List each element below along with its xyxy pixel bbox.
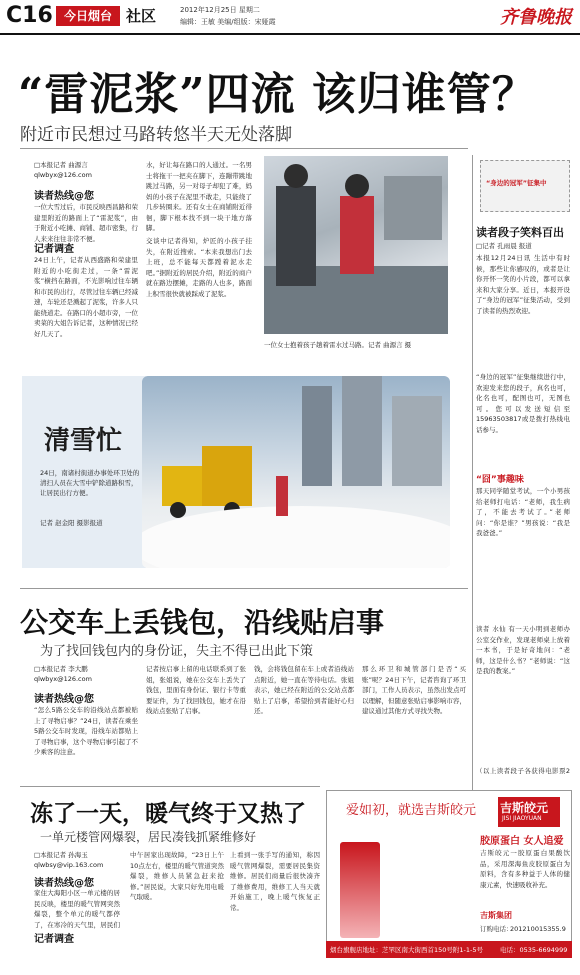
story2-section-a: 读者热线@您 — [34, 694, 94, 705]
story1-email: qlwbyx@126.com — [34, 171, 92, 179]
right-text2: “身边的冠军”征集继续进行中，欢迎发来您的段子，真名也可，化名也可，配图也可，无图也可。您可以发送短信至15963503817或是拨打热线电话参与。 — [476, 373, 570, 434]
issue-date: 2012年12月25日 星期二 — [180, 6, 260, 14]
story1-col1: 一位大雪过后，市民反映西昌路和荣建里附近的路面上了“雷泥浆”，由于附近小吃摊、商铺、超市密集，行人来来往往非常不便。 — [34, 203, 138, 242]
story3-section-a: 读者热线@您 — [34, 878, 94, 889]
ad-tagline: 胶原蛋白 女人追爱 — [480, 836, 564, 847]
right-text4: 读者 水仙 有一天小明到老师办公室交作业，发现老师桌上放着一本书，于是好奇地问：“老师，这是什么书？”老师说：“这是我的教案。” — [476, 625, 570, 675]
story1-headline: “雷泥浆”四流 该归谁管？ — [18, 69, 537, 120]
ad-product-image — [340, 842, 380, 938]
right-title: 读者段子笑料百出 — [476, 226, 564, 239]
story2-subhead: 为了找回钱包内的身份证，失主不得已出此下策 — [40, 644, 314, 659]
ad-phone: 电话：0535-6694999 — [500, 946, 568, 954]
story1-byline: □本报记者 曲源言 — [34, 161, 88, 169]
ad-slogan: 爱如初，就选吉斯皎元 — [346, 803, 477, 818]
newspaper-logo: 齐鲁晚报 — [500, 7, 572, 28]
story3-rule — [20, 786, 320, 787]
story2-col4: 那么环卫和城管部门是否“买账”呢？24日下午，记者咨询了环卫部门，工作人员表示，虽然出发点可以理解，但随意张贴启事影响市容，建议通过其他方式寻找失物。 — [362, 665, 466, 715]
story1-subhead: 附近市民想过马路转悠半天无处落脚 — [20, 125, 292, 145]
story2-byline: □本报记者 李大鹏 — [34, 665, 88, 673]
right-footer: （以上读者段子各获得电影票2 — [476, 767, 570, 775]
ad-address: 烟台旗舰店地址：芝罘区南大街西首150号附1-1-5号 — [330, 946, 484, 954]
sidebar-title: 清雪忙 — [44, 426, 123, 456]
story3-subhead: 一单元楼管网爆裂，居民凑钱抓紧维修好 — [40, 830, 257, 844]
story1-col2b: 交谈中记者得知，炉匠的小孩子挂失，在附近搜索。“本来我想出门去上班，总不能每天都蹚着泥水走吧。”据附近的居民介绍，附近的商户就在路边摆摊，走路的人也多，路面上积雪很快就被踩成了泥浆。 — [146, 237, 252, 298]
story1-col2: 水，好让每在路口的人通过。一名男士将拖干一把夹在脚下，连蹦带跳地跳过马路，另一对母子却犯了难，妈妈的小孩子在泥里不敢走，只能绕了几步转圈来。还有女士在商铺附近徘徊，脚下根本找不到一块干地方落脚。 — [146, 161, 252, 232]
header-rule — [0, 33, 580, 35]
story3-byline: □本报记者 孙海玉 — [34, 851, 88, 859]
story2-col2: 记者按启事上留的电话联系到了张姐，张姐说，她在公交车上丢失了钱包，里面有身份证、银行卡等重要证件，为了找回钱包，她才在沿线站点张贴了启事。 — [146, 665, 246, 715]
sidebar-credit: 记者 赵金阳 摄影报道 — [40, 519, 103, 527]
story1-section-a: 读者热线@您 — [34, 191, 94, 202]
right-box-title: “囧”事趣味 — [476, 475, 524, 485]
story1-photo — [264, 156, 448, 334]
ad-hotline-label: 订购电话： — [480, 925, 513, 933]
section-name: 社区 — [126, 7, 157, 25]
story2-rule — [20, 588, 468, 589]
story1-section-b: 记者调查 — [34, 244, 74, 255]
ad-brand: 吉斯皎元 — [500, 801, 549, 815]
story3-section-b: 记者调查 — [34, 934, 74, 945]
story2-col1: “怎么5路公交车的沿线站点都被贴上了寻物启事？”24日，读者在乘坐5路公交车时发现，沿线车站都贴上了寻物启事，这个寻物启事引起了不少乘客的注意。 — [34, 706, 138, 756]
story3-headline: 冻了一天，暖气终于又热了 — [30, 801, 306, 827]
right-byline: □记者 孔雨晨 报道 — [476, 242, 532, 250]
sidebar-text: 24日，南诸村街道办事处环卫处的清扫人员在大雪中铲除道路积雪，让居民出行方便。 — [40, 469, 140, 497]
story1-caption: 一位女士抱着孩子趟着雷水过马路。记者 曲源言 摄 — [264, 341, 412, 349]
editors-line: 编辑：王敏 美编/组版：宋娅霞 — [180, 18, 276, 26]
story3-col3: 上看到一张手写的通知，称因暖气管网爆裂，需要居民集资维修。居民们商量后很快凑齐了维修费用，维修工人当天就开始施工，晚上暖气恢复正常。 — [230, 851, 320, 912]
story3-col2: 中午居家出现故障，“23日上午10点左右，楼里的暖气管道突然爆裂，维修人员紧急赶来抢修。”居民说，大家只好先用电暖气取暖。 — [130, 851, 224, 901]
right-text1: 本报12月24日讯 生活中有时候，那些让你感叹的，或者是让你开怀一笑的小片段，都可以拿来和大家分享。近日，本报开设了“身边的冠军”征集活动，受到了读者的热烈欢迎。 — [476, 254, 570, 315]
story3-col1: 家住大海阳小区一单元楼的居民反映，楼里的暖气管网突然爆裂，整个单元的暖气都停了，在寒冷的天气里，居民们 — [34, 889, 120, 929]
story1-col1b: 24日上午，记者从西盛路和荣建里附近的小吃街走过，一条“雷泥浆”横挡在路面，不光影响过往车辆和市民的出行，尽管过往车辆已经减速，车轮还是溅起了泥浆，许多人只能绕道走。在路口的小超市旁，一位卖菜的大姐告诉记者，这种情况已经好几天了。 — [34, 256, 138, 338]
section-tag: 今日烟台 — [56, 6, 120, 26]
right-text3: 那天同学随堂考试，一个小男孩给老师打电话：“老师，我生病了，不能去考试了。”老师问：“你是谁？”男孩说：“我是我爸爸。” — [476, 487, 570, 537]
page-number: C16 — [6, 3, 53, 28]
story3-email: qlwbsy@vip.163.com — [34, 861, 104, 869]
promo-text: “身边的冠军”征集中 — [486, 179, 547, 187]
ad-hotline: 201210015355.9 — [510, 925, 566, 933]
story1-rule — [20, 148, 468, 149]
ad-company: 吉斯集团 — [480, 911, 512, 920]
story2-email: qlwbyx@126.com — [34, 675, 92, 683]
snow-clearing-photo — [142, 376, 450, 568]
ad-brand-en: JISI JIAOYUAN — [502, 815, 542, 822]
ad-desc: 吉斯皎元一胶原蛋白果酸饮品，采用深海鱼皮胶原蛋白为原料，含有多种益于人体的健康元素，快速吸收补充。 — [480, 849, 570, 889]
story2-col3: 钱，会将钱包留在车上或者沿线站点附近，她一直在等待电话。张姐表示，她已经在附近的公交站点都贴上了启事，希望拾到者能好心归还。 — [254, 665, 354, 715]
story2-headline: 公交车上丢钱包，沿线贴启事 — [20, 606, 385, 639]
